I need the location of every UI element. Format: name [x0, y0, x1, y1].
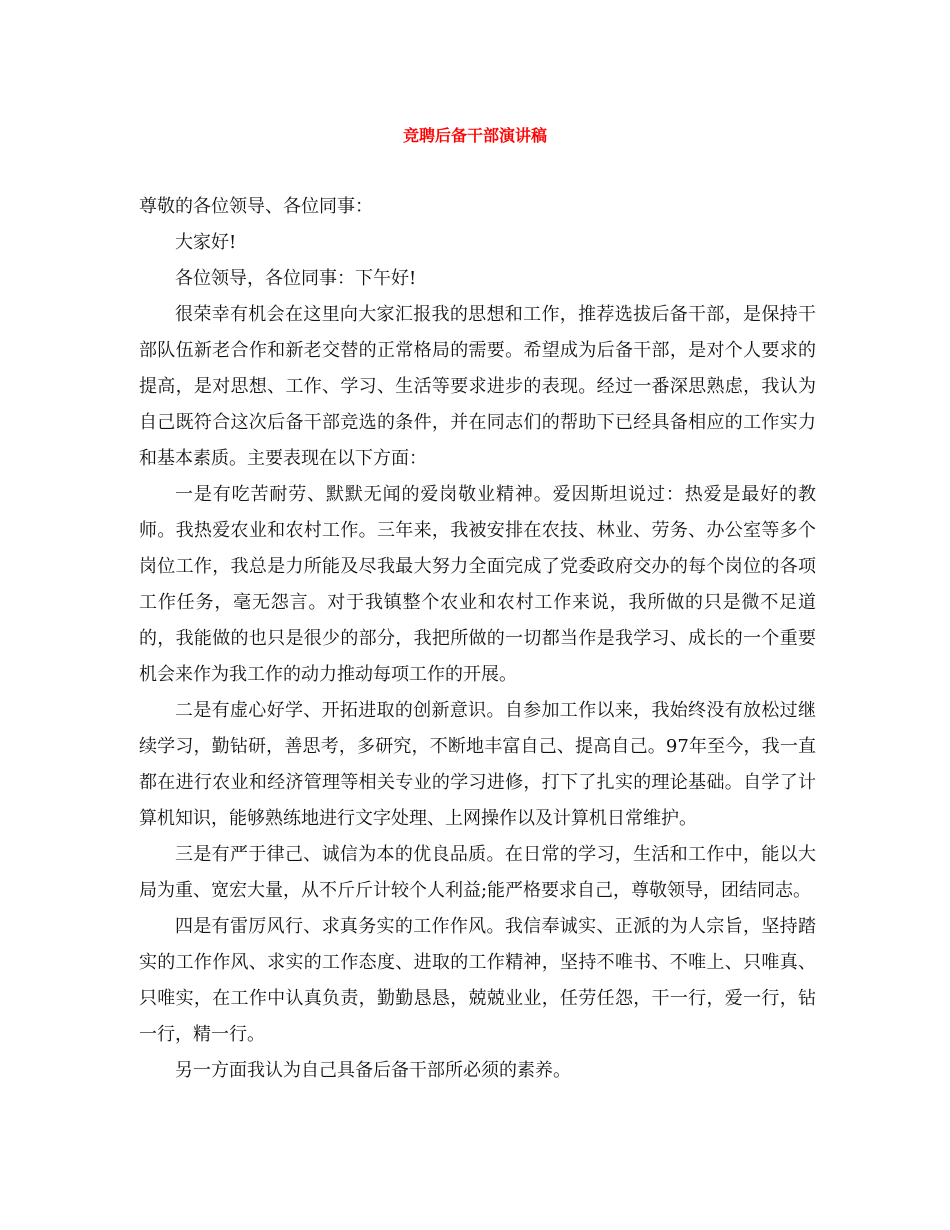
paragraph-introduction: 很荣幸有机会在这里向大家汇报我的思想和工作，推荐选拔后备干部，是保持干部队伍新老合作和新老交替的正常格局的需要。希望成为后备干部，是对个人要求的提高，是对思想、工作、学习、生活等要求进步的表现。经过一番深思熟虑，我认为自己既符合这次后备干部竞选的条件，并在同志们的帮助下已经具备相应的工作实力和基本素质。主要表现在以下方面： [139, 304, 816, 469]
paragraph-point-two: 二是有虚心好学、开拓进取的创新意识。自参加工作以来，我始终没有放松过继续学习，勤钻研，善思考，多研究，不断地丰富自己、提高自己。97年至今，我一直都在进行农业和经济管理等相关专业的学习进修，打下了扎实的理论基础。自学了计算机知识，能够熟练地进行文字处理、上网操作以及计算机日常维护。 [139, 700, 816, 829]
paragraph-other-aspect: 另一方面我认为自己具备后备干部所必须的素养。 [175, 1060, 571, 1081]
paragraph-greeting: 大家好! [175, 232, 237, 253]
paragraph-greeting-afternoon: 各位领导，各位同事：下午好! [175, 268, 417, 289]
paragraph-point-four: 四是有雷厉风行、求真务实的工作作风。我信奉诚实、正派的为人宗旨，坚持踏实的工作作风、求实的工作态度、进取的工作精神，坚持不唯书、不唯上、只唯真、只唯实，在工作中认真负责，勤勤恳恳，兢兢业业，任劳任怨，干一行，爱一行，钻一行，精一行。 [139, 916, 816, 1045]
document-title: 竞聘后备干部演讲稿 [402, 126, 547, 145]
salutation: 尊敬的各位领导、各位同事： [139, 196, 373, 217]
document-body [139, 189, 816, 1089]
paragraph-point-one: 一是有吃苦耐劳、默默无闻的爱岗敬业精神。爱因斯坦说过：热爱是最好的教师。我热爱农业和农村工作。三年来，我被安排在农技、林业、劳务、办公室等多个岗位工作，我总是力所能及尽我最大努力全面完成了党委政府交办的每个岗位的各项工作任务，毫无怨言。对于我镇整个农业和农村工作来说，我所做的只是微不足道的，我能做的也只是很少的部分，我把所做的一切都当作是我学习、成长的一个重要机会来作为我工作的动力推动每项工作的开展。 [139, 484, 816, 685]
paragraph-point-three: 三是有严于律己、诚信为本的优良品质。在日常的学习，生活和工作中，能以大局为重、宽宏大量，从不斤斤计较个人利益;能严格要求自己，尊敬领导，团结同志。 [139, 844, 816, 901]
